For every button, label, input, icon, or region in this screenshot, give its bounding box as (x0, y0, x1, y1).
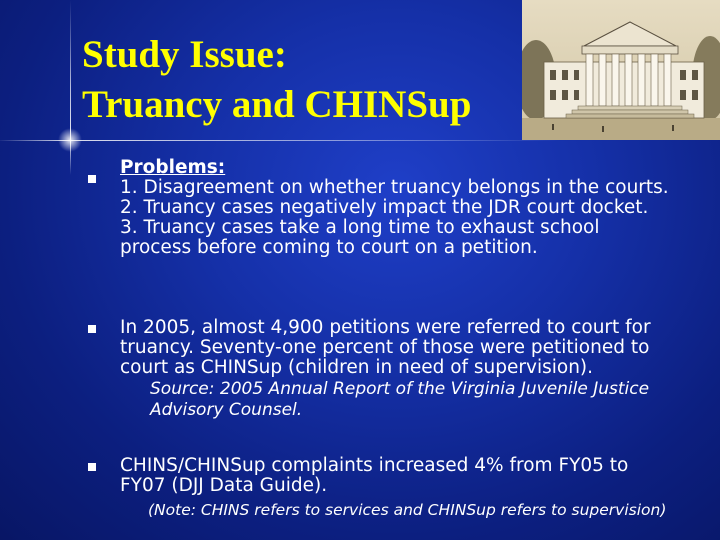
bullet-petitions (120, 318, 710, 420)
title-line-2: Truancy and CHINSup (82, 83, 472, 126)
footnote: (Note: CHINS refers to services and CHINSup refers to supervision) (148, 501, 667, 519)
capitol-building-icon (522, 0, 720, 140)
title-line-1: Study Issue: (82, 33, 287, 76)
bullet-marker (88, 463, 96, 471)
source-line-2: Advisory Counsel. (150, 400, 303, 420)
problem-3: 3. Truancy cases take a long time to exhaust school (120, 217, 600, 238)
petitions-line-1: In 2005, almost 4,900 petitions were referred to court for (120, 317, 651, 338)
decorative-horizontal-line (0, 140, 560, 141)
bullet-marker (88, 175, 96, 183)
decorative-star-glow (58, 128, 82, 152)
petitions-line-2: truancy. Seventy-one percent of those were petitioned to (120, 337, 650, 358)
complaints-line-2: FY07 (DJJ Data Guide). (120, 475, 328, 496)
bullet-marker (88, 325, 96, 333)
bullet-problems (120, 158, 710, 258)
petitions-line-3: court as CHINSup (children in need of supervision). (120, 357, 594, 378)
source-line-1: Source: 2005 Annual Report of the Virginia Juvenile Justice (150, 379, 650, 399)
bullet-complaints (120, 456, 710, 496)
problem-3-continued: process before coming to court on a petition. (120, 237, 538, 258)
complaints-line-1: CHINS/CHINSup complaints increased 4% from FY05 to (120, 455, 629, 476)
problem-1: 1. Disagreement on whether truancy belongs in the courts. (120, 177, 669, 198)
problem-2: 2. Truancy cases negatively impact the JDR court docket. (120, 197, 649, 218)
slide-title (82, 30, 532, 130)
problems-heading: Problems: (120, 157, 226, 178)
